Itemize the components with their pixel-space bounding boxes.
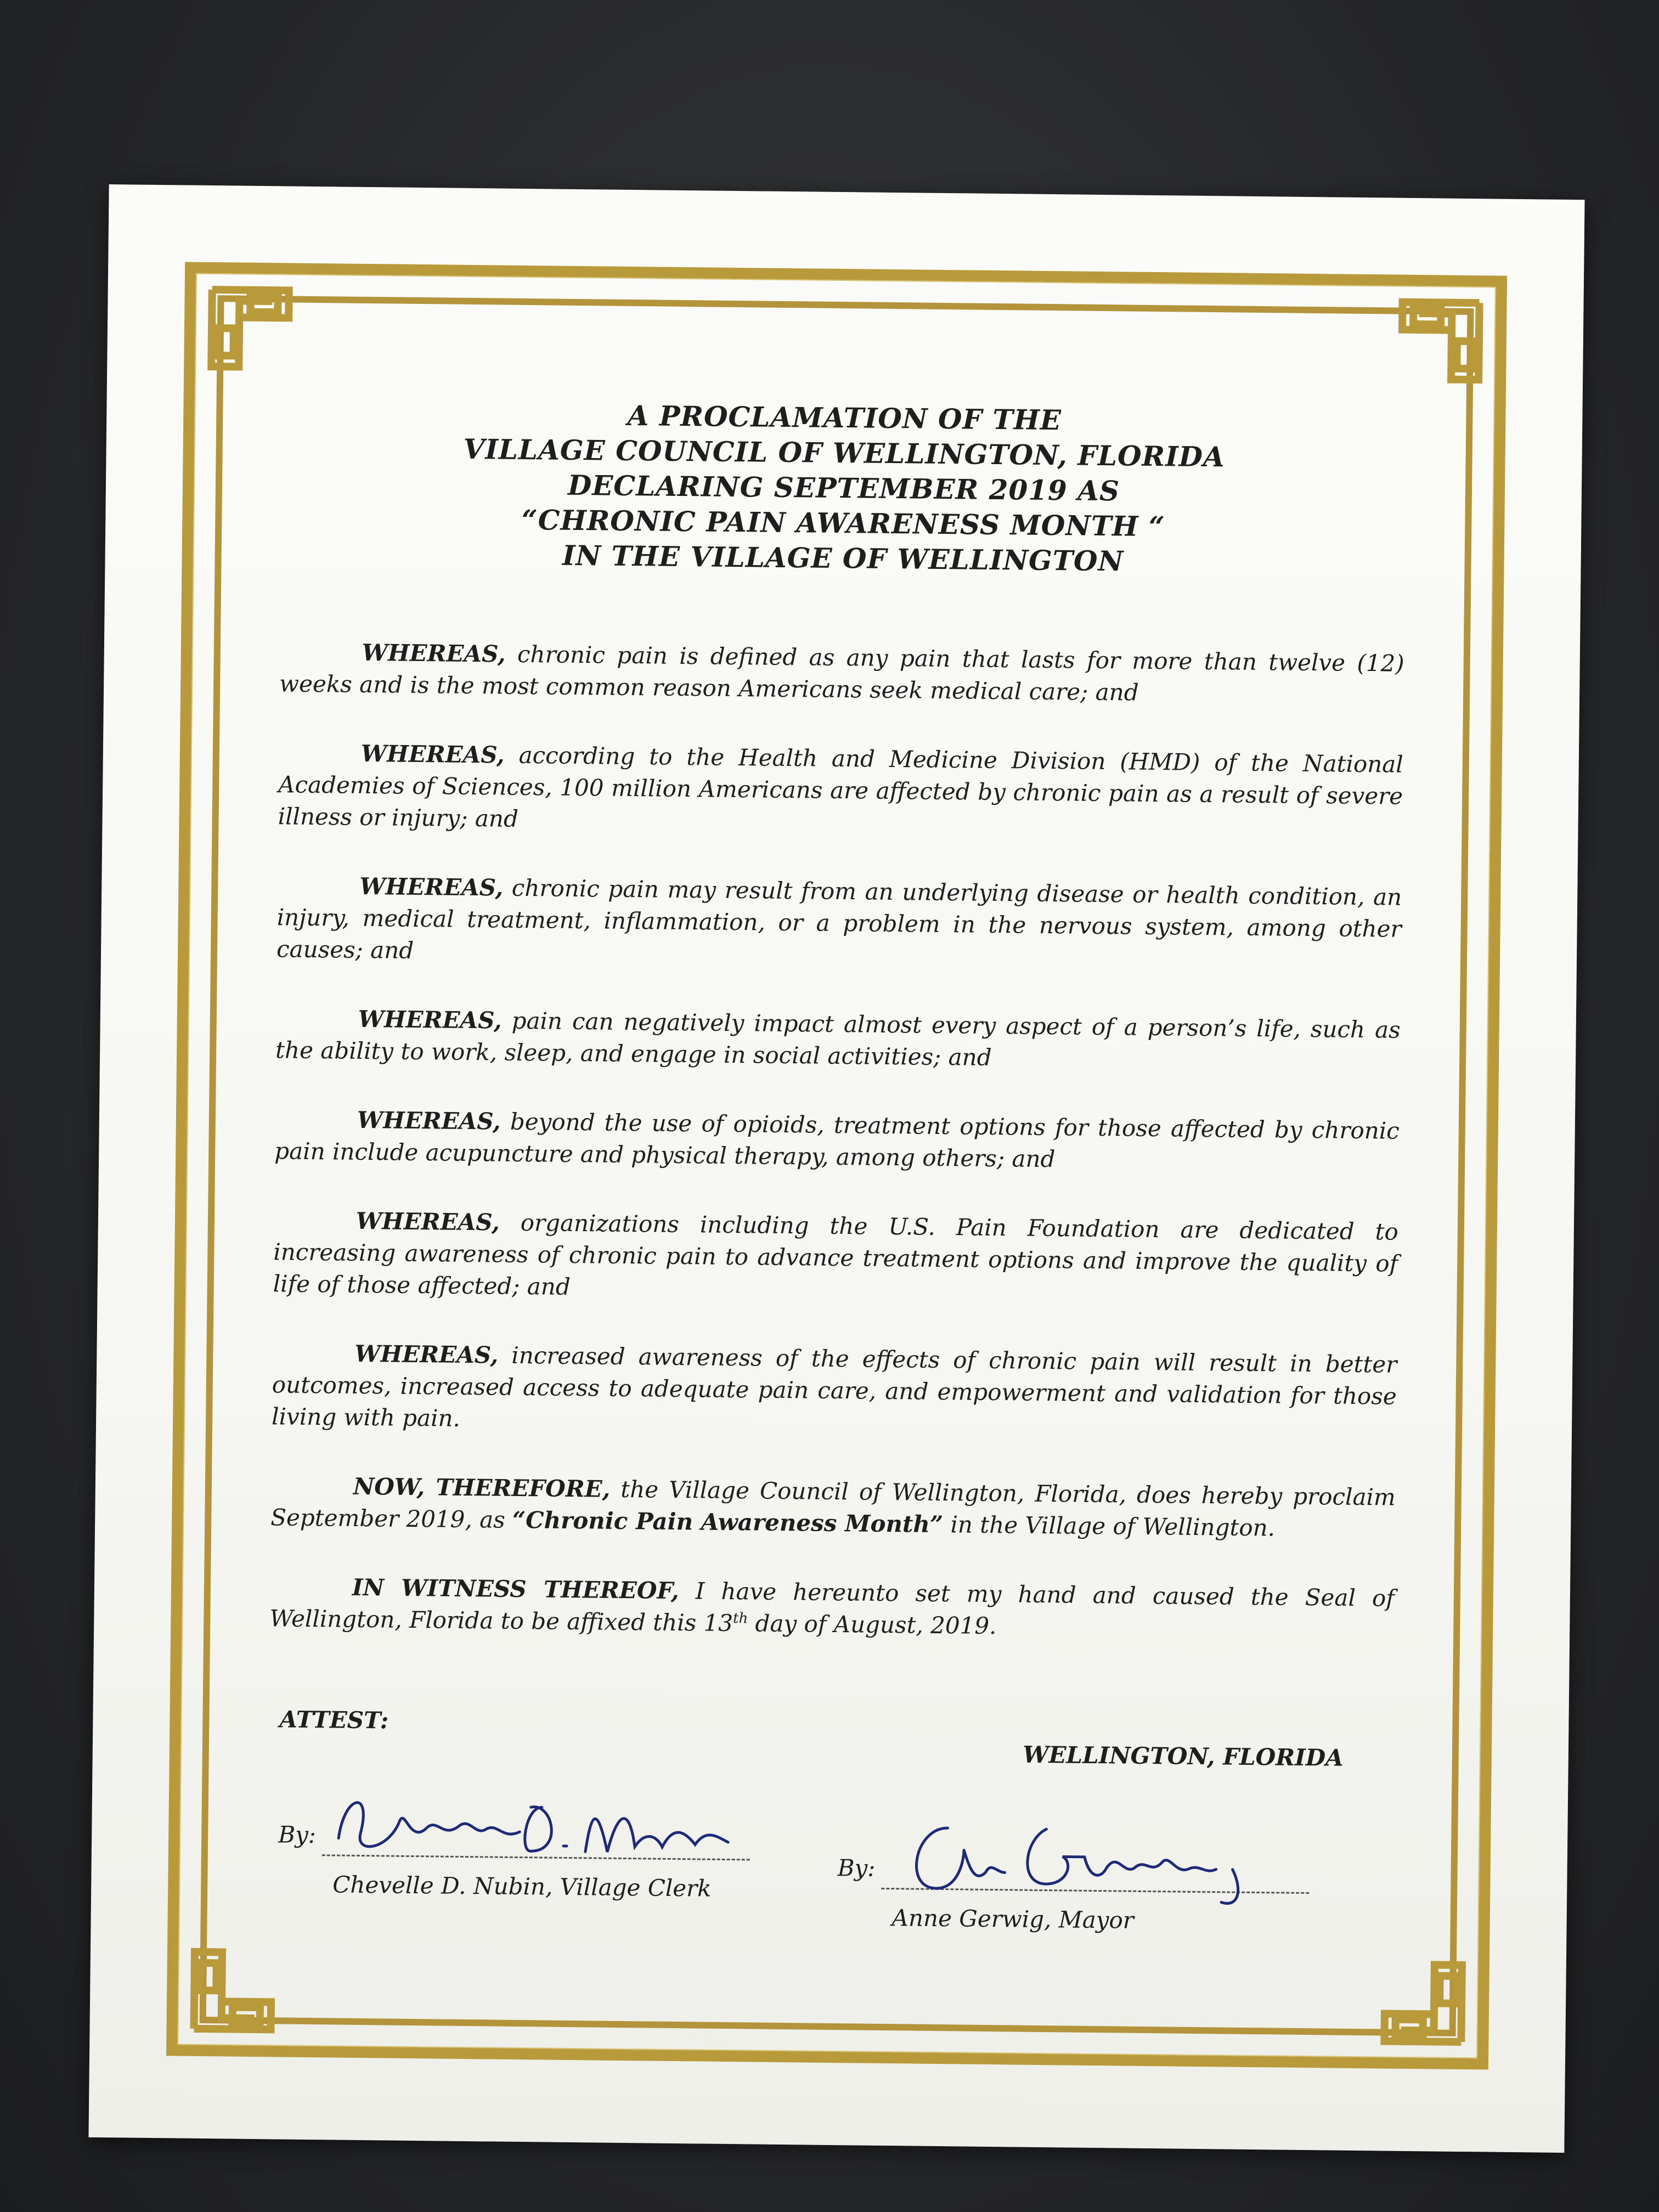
mayor-handwritten-signature (881, 1805, 1332, 1909)
paragraph-lead: WHEREAS, (360, 740, 505, 769)
witness-lead: IN WITNESS THEREOF, (352, 1573, 679, 1605)
greek-key-corner-ornament (1369, 269, 1513, 413)
paragraph-lead: WHEREAS, (362, 639, 506, 668)
paragraph-text: pain can negatively impact almost every aspect of a person’s life, such as the ability to work, sleep, and engage in social activities; and (275, 1007, 1401, 1071)
whereas-paragraph (276, 870, 1402, 977)
title-line: A PROCLAMATION OF THE (627, 399, 1062, 437)
whereas-paragraph (274, 1103, 1400, 1178)
by-label: By: (278, 1821, 317, 1849)
title-line: “CHRONIC PAIN AWARENESS MONTH “ (521, 503, 1165, 543)
title-line: DECLARING SEPTEMBER 2019 AS (567, 469, 1120, 507)
proclamation-body (269, 394, 1407, 1683)
proclamation-title (280, 394, 1407, 582)
witness-text-b: day of August, 2019. (747, 1610, 997, 1640)
whereas-paragraph (275, 1002, 1401, 1077)
place-label: WELLINGTON, FLORIDA (1023, 1741, 1344, 1771)
paragraph-text: organizations including the U.S. Pain Foundation are dedicated to increasing awareness of chronic pain to advance treatment options and improve the quality of life of those affected; and (273, 1209, 1399, 1300)
paragraph-text: beyond the use of opioids, treatment options for those affected by chronic pain include acupuncture and physical therapy, among others; and (274, 1108, 1400, 1173)
paragraph-text: chronic pain may result from an underlying disease or health condition, an injury, medical treatment, inflammation, or a problem in the nervous system, among other causes; and (276, 874, 1402, 964)
witness-paragraph (269, 1571, 1395, 1646)
therefore-text-a: the Village Council of Wellington, Florida, does hereby proclaim September 2019, as (270, 1475, 1396, 1533)
greek-key-corner-ornament (161, 1918, 305, 2063)
mayor-signature-block (837, 1821, 1332, 1934)
month-name-emphasis: “Chronic Pain Awareness Month” (512, 1506, 944, 1538)
greek-key-corner-ornament (1351, 1931, 1496, 2075)
whereas-paragraph (278, 737, 1403, 844)
therefore-lead: NOW, THEREFORE, (353, 1472, 611, 1503)
by-label: By: (837, 1854, 876, 1882)
proclamation-paper (88, 184, 1584, 2153)
whereas-paragraph (279, 636, 1404, 711)
paragraph-text: chronic pain is defined as any pain that lasts for more than twelve (12) weeks and is the most common reason Americans seek medical care; and (279, 640, 1404, 706)
title-line: VILLAGE COUNCIL OF WELLINGTON, FLORIDA (463, 432, 1225, 473)
paragraph-lead: WHEREAS, (354, 1340, 499, 1369)
title-line: IN THE VILLAGE OF WELLINGTON (562, 539, 1124, 578)
paragraph-lead: WHEREAS, (356, 1207, 500, 1236)
mayor-name-title: Anne Gerwig, Mayor (891, 1904, 1135, 1934)
paragraph-lead: WHEREAS, (358, 1005, 502, 1034)
paragraph-lead: WHEREAS, (359, 872, 504, 901)
clerk-handwritten-signature (322, 1772, 773, 1876)
paragraph-text: according to the Health and Medicine Division (HMD) of the National Academies of Sciences, 100 million Americans are affected by chronic pain as a result of severe illness or injury; and (278, 741, 1404, 832)
whereas-paragraph (273, 1204, 1398, 1311)
whereas-paragraph (272, 1337, 1397, 1444)
ordinal-suffix: th (732, 1610, 748, 1627)
attest-label: ATTEST: (279, 1706, 389, 1734)
clerk-name-title: Chevelle D. Nubin, Village Clerk (332, 1871, 712, 1902)
therefore-text-b: in the Village of Wellington. (943, 1511, 1276, 1542)
witness-text-a: I have hereunto set my hand and caused the Seal of Wellington, Florida to be affixed this 13 (269, 1577, 1395, 1637)
paragraph-text: increased awareness of the effects of chronic pain will result in better outcomes, increased access to adequate pain care, and empowerment and validation for those living with pain. (271, 1341, 1397, 1432)
greek-key-corner-ornament (178, 256, 323, 400)
therefore-paragraph (270, 1470, 1396, 1545)
clerk-signature-block (278, 1788, 772, 1902)
paragraph-lead: WHEREAS, (357, 1106, 501, 1135)
